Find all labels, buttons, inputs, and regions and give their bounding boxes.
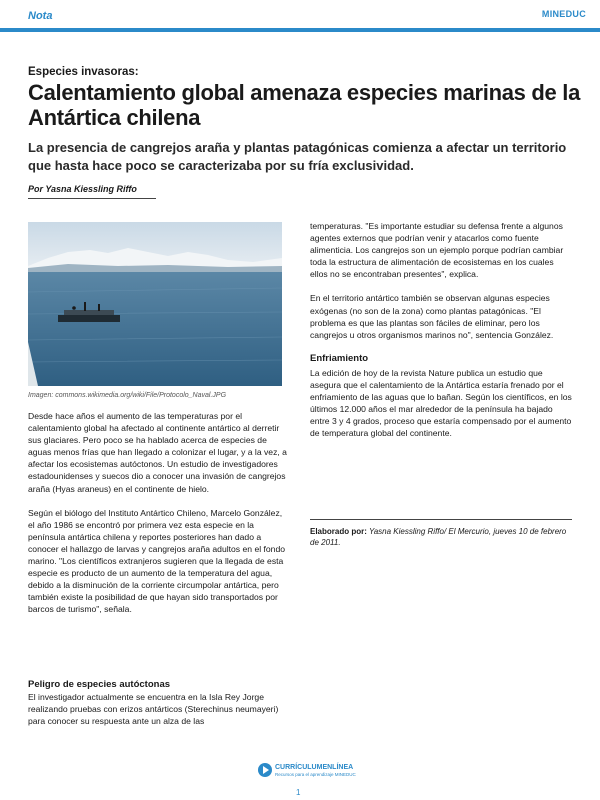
credit-rule bbox=[310, 519, 572, 520]
logo-tagline: Recursos para el aprendizaje MINEDUC bbox=[275, 771, 356, 777]
credit-label: Elaborado por: bbox=[310, 527, 367, 536]
page-header bbox=[0, 0, 600, 28]
article-headline: Calentamiento global amenaza especies marinas de la Antártica chilena bbox=[28, 80, 581, 130]
body-paragraph: La edición de hoy de la revista Nature publica un estudio que asegura que el calentamiento de la Antártica estaría frenado por el enfriamiento de las aguas que lo bañan. Según los científicos, en los últimos 12.000 años el mar alrededor de la península ha bajado entre 3 y 4 grados, proceso que estaría compensado por el aumento de temperatura global del continente. bbox=[310, 367, 572, 439]
page-number: 1 bbox=[296, 788, 301, 797]
body-paragraph: temperaturas. "Es importante estudiar su defensa frente a algunos agentes externos que podrían venir y atacarlos como fuente alimenticia. Los cangrejos son un ejemplo porque podrían cambiar toda la estructura de alimentación de ecosistemas en los cuales ellos no se encontraban presentes", explica. bbox=[310, 221, 564, 280]
brand-label: MINEDUC bbox=[541, 9, 586, 19]
left-column bbox=[28, 410, 290, 628]
image-caption: Imagen: commons.wikimedia.org/wiki/File/Protocolo_Naval.JPG bbox=[28, 392, 227, 399]
antarctic-photo bbox=[28, 222, 282, 386]
article-credit bbox=[310, 526, 572, 548]
body-paragraph: El investigador actualmente se encuentra en la Isla Rey Jorge realizando pruebas con erizos antárticos (Sterechinus neumayeri) para conocer su respuesta ante un alza de las bbox=[28, 692, 279, 727]
subhead-enfriamiento: Enfriamiento bbox=[310, 352, 369, 364]
header-rule bbox=[0, 28, 600, 32]
article-kicker: Especies invasoras: bbox=[28, 66, 139, 78]
left-column-continued bbox=[28, 691, 290, 739]
curriculum-logo bbox=[258, 762, 356, 778]
body-paragraph: Desde hace años el aumento de las temperaturas por el calentamiento global ha afectado al continente antártico al derretir sus glaciares. Pero poco se ha hablado acerca de especies de aguas menos frías que han llegado a colonizar el lugar, y a la vez, a afectar los ecosistemas autóctonos. Un estudio de investigadores estadounidenses y suecos dio a conocer una invasión de cangrejos araña (Hyas araneus) en el continente de hielo. bbox=[28, 411, 287, 494]
article-byline: Por Yasna Kiessling Riffo bbox=[28, 184, 137, 194]
credit-text: Yasna Kiessling Riffo/ El Mercurio, jueves 10 de febrero de 2011. bbox=[310, 527, 567, 547]
article-deck: La presencia de cangrejos araña y plantas patagónicas comienza a afectar un territorio que hasta hace poco se caracterizaba por su fría exclusividad. bbox=[28, 140, 567, 173]
section-label: Nota bbox=[28, 10, 53, 22]
body-paragraph: En el territorio antártico también se observan algunas especies exógenas (no son de la zona) como plantas patagónicas. "El problema es que las plantas son fáciles de eliminar, pero los cangrejos u otros organismos marinos no", sentencia González. bbox=[310, 293, 554, 340]
subhead-peligro: Peligro de especies autóctonas bbox=[28, 679, 171, 690]
byline-rule bbox=[28, 198, 156, 199]
body-paragraph: Según el biólogo del Instituto Antártico Chileno, Marcelo González, el año 1986 se encontró por primera vez esta especie en la península antártica chilena y reportes posteriores han dado a conocer el hallazgo de larvas y cangrejos araña adultos en el fondo marino. "Los científicos extranjeros sugieren que la llegada de esta especie es producto de un aumento de la temperatura del agua, debido a la disminución de la corriente circumpolar antártica, pero también existe la posibilidad de que hayan sido transportados por barcos de turismo", señala. bbox=[28, 507, 286, 615]
play-logo-icon bbox=[258, 763, 272, 777]
right-column bbox=[310, 220, 572, 451]
logo-name: CURRÍCULUMENLÍNEA bbox=[275, 763, 354, 771]
